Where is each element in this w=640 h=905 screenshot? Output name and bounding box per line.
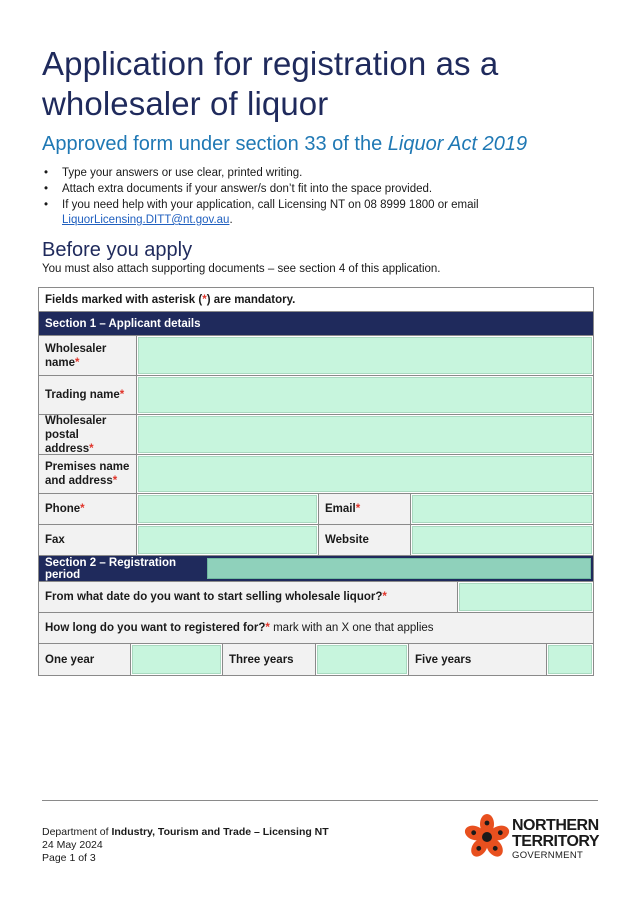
- label-text: Three years: [229, 653, 294, 666]
- wholesaler-name-cell: [137, 336, 593, 375]
- start-date-row: [39, 582, 593, 613]
- asterisk: *: [75, 356, 80, 369]
- trading-name-input[interactable]: [138, 377, 592, 413]
- subtitle-act: Liquor Act 2019: [387, 133, 528, 155]
- five-years-checkbox[interactable]: [548, 645, 592, 674]
- section-2-header: Section 2 – Registration period: [39, 556, 207, 581]
- logo-line-1: NORTHERN: [512, 817, 599, 834]
- duration-hint: mark with an X one that applies: [269, 622, 434, 634]
- trading-name-label: [39, 376, 137, 414]
- footer-dept-prefix: Department of: [42, 826, 112, 838]
- instruction-item: [42, 198, 602, 228]
- before-heading: Before you apply: [42, 239, 193, 261]
- website-input[interactable]: [412, 526, 592, 554]
- before-text: You must also attach supporting documents – see section 4 of this application.: [42, 263, 441, 275]
- label-text: Five years: [415, 653, 472, 666]
- phone-label: [39, 494, 137, 524]
- asterisk: *: [112, 475, 118, 487]
- page-title: Application for registration as a wholesaler of liquor: [42, 45, 499, 122]
- postal-address-row: [39, 415, 593, 455]
- page-subtitle: [42, 131, 527, 157]
- start-date-input[interactable]: [459, 583, 592, 611]
- instruction-text: Type your answers or use clear, printed writing.: [62, 167, 303, 179]
- label-text: Premises name and address: [45, 461, 130, 487]
- website-cell: [411, 525, 593, 555]
- wholesaler-name-input[interactable]: [138, 337, 592, 374]
- logo-line-3: GOVERNMENT: [512, 850, 584, 861]
- subtitle-prefix: Approved form under section 33 of the: [42, 133, 388, 155]
- footer-dept-name: Industry, Tourism and Trade – Licensing NT: [111, 826, 329, 838]
- label-text: One year: [45, 653, 95, 666]
- mandatory-note-prefix: Fields marked with asterisk (: [45, 293, 203, 306]
- website-label: [319, 525, 411, 555]
- premises-row: [39, 455, 593, 494]
- fax-website-row: [39, 525, 593, 556]
- wholesaler-name-row: [39, 336, 593, 376]
- phone-input[interactable]: [138, 495, 317, 523]
- three-years-label: [223, 644, 316, 675]
- asterisk: *: [119, 389, 125, 401]
- instruction-item: [42, 166, 602, 181]
- five-years-label: [409, 644, 547, 675]
- instruction-text: Attach extra documents if your answer/s don’t fit into the space provided.: [62, 183, 433, 195]
- asterisk: *: [202, 293, 207, 306]
- asterisk: *: [265, 622, 270, 634]
- email-input[interactable]: [412, 495, 592, 523]
- start-date-label: [39, 582, 458, 612]
- flower-icon: [462, 812, 512, 862]
- instructions-list: [42, 166, 602, 229]
- footer-page: Page 1 of 3: [42, 852, 96, 864]
- postal-address-input[interactable]: [138, 416, 592, 453]
- asterisk: *: [355, 503, 361, 515]
- three-years-cell: [316, 644, 409, 675]
- one-year-label: [39, 644, 131, 675]
- footer-info: [42, 826, 329, 865]
- section-1-header: Section 1 – Applicant details: [39, 312, 593, 336]
- fax-cell: [137, 525, 319, 555]
- premises-cell: [137, 455, 593, 493]
- mandatory-note: [39, 288, 301, 311]
- five-years-cell: [547, 644, 593, 675]
- fax-label: [39, 525, 137, 555]
- label-text: Fax: [45, 534, 65, 546]
- three-years-checkbox[interactable]: [317, 645, 407, 674]
- label-text: Phone: [45, 503, 81, 515]
- label-text: Website: [325, 534, 369, 546]
- label-text: From what date do you want to start selling wholesale liquor?: [45, 591, 383, 603]
- fax-input[interactable]: [138, 526, 317, 554]
- email-link[interactable]: LiquorLicensing.DITT@nt.gov.au: [62, 214, 230, 226]
- instruction-text: If you need help with your application, call Licensing NT on 08 8999 1800 or email: [62, 199, 479, 211]
- footer-divider: [42, 800, 598, 801]
- asterisk: *: [382, 591, 387, 603]
- wholesaler-name-label: [39, 336, 137, 375]
- label-text: Wholesaler name: [45, 342, 107, 369]
- asterisk: *: [80, 503, 85, 515]
- label-text: Email: [325, 503, 356, 515]
- label-text: Wholesaler postal address: [45, 414, 107, 455]
- premises-label: [39, 455, 137, 493]
- premises-input[interactable]: [138, 456, 592, 492]
- one-year-checkbox[interactable]: [132, 645, 221, 674]
- duration-options-row: [39, 644, 593, 675]
- postal-address-cell: [137, 415, 593, 454]
- section-2-header-field: [207, 558, 591, 579]
- section-2-header-row: [39, 556, 593, 582]
- trading-name-cell: [137, 376, 593, 414]
- mandatory-note-row: [39, 288, 593, 312]
- application-form: [38, 287, 594, 676]
- trading-name-row: [39, 376, 593, 415]
- phone-email-row: [39, 494, 593, 525]
- instruction-suffix: .: [229, 214, 233, 226]
- start-date-cell: [458, 582, 593, 612]
- footer-department: [42, 826, 329, 839]
- duration-question: [39, 613, 593, 643]
- footer-date: 24 May 2024: [42, 839, 103, 851]
- one-year-cell: [131, 644, 223, 675]
- logo-line-2: TERRITORY: [512, 833, 600, 850]
- instruction-item: [42, 182, 602, 197]
- mandatory-note-suffix: ) are mandatory.: [206, 293, 296, 306]
- email-label: [319, 494, 411, 524]
- duration-question-row: [39, 613, 593, 644]
- label-text: How long do you want to registered for?: [45, 622, 266, 634]
- label-text: Trading name: [45, 389, 120, 401]
- phone-cell: [137, 494, 319, 524]
- postal-address-label: [39, 415, 137, 454]
- email-cell: [411, 494, 593, 524]
- logo-wordmark: [512, 818, 599, 861]
- asterisk: *: [89, 442, 94, 455]
